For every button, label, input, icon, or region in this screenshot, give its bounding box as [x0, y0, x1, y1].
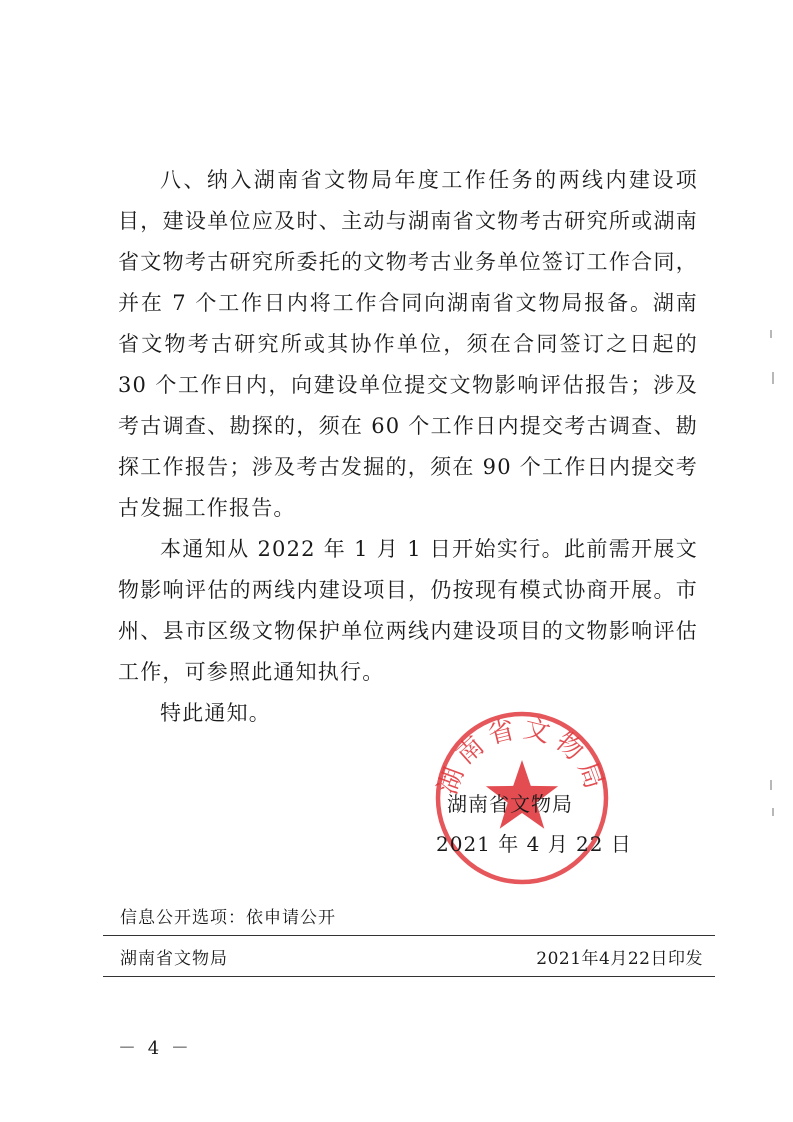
footer-issuer: 湖南省文物局: [120, 949, 228, 969]
scan-mark: [772, 372, 774, 384]
divider-top: [103, 935, 715, 936]
scan-mark: [770, 780, 772, 790]
signature-org: 湖南省文物局: [447, 792, 573, 816]
signature-date: 2021 年 4 月 22 日: [436, 832, 632, 856]
page-number: － 4 －: [118, 1038, 192, 1059]
disclosure-option: 信息公开选项：依申请公开: [120, 908, 336, 928]
footer-issue-date: 2021年4月22日印发: [536, 949, 703, 969]
paragraph-item-8: 八、纳入湖南省文物局年度工作任务的两线内建设项目，建设单位应及时、主动与湖南省文物考古研究所或湖南省文物考古研究所委托的文物考古业务单位签订工作合同，并在 7 个工作日内将工作合同向湖南省文物局报备。湖南省文物考古研究所或其协作单位，须在合同签订之日起的 30 个工作日内，向建设单位提交文物影响评估报告；涉及考古调查、勘探的，须在 60 个工作日内提交考古调查、勘探工作报告；涉及考古发掘的，须在 90 个工作日内提交考古发掘工作报告。: [118, 168, 698, 520]
paragraph-closing: 特此通知。: [160, 701, 271, 725]
scan-mark: [772, 808, 774, 816]
divider-bottom: [103, 976, 715, 977]
document-body: [118, 160, 698, 734]
paragraph-effective-date: 本通知从 2022 年 1 月 1 日开始实行。此前需开展文物影响评估的两线内建设项目，仍按现有模式协商开展。市州、县市区级文物保护单位两线内建设项目的文物影响评估工作，可参照此通知执行。: [118, 537, 698, 684]
seal-text: 湖南省文物局: [432, 713, 612, 799]
scan-mark: [770, 330, 772, 338]
